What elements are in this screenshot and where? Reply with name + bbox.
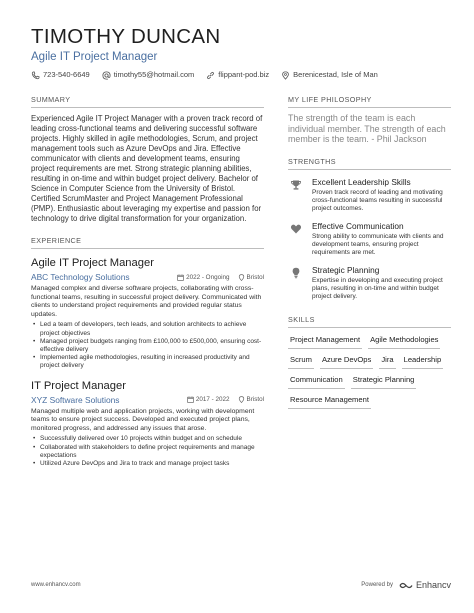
job-meta-row (31, 272, 264, 282)
left-column (31, 95, 264, 468)
skill-tag: Communication (288, 375, 345, 389)
strength-item (288, 177, 451, 214)
page-footer (31, 580, 451, 590)
summary-section (31, 95, 264, 224)
job-company: ABC Technology Solutions (31, 272, 130, 282)
calendar-icon (177, 274, 184, 281)
skill-tag: Leadership (402, 355, 444, 369)
contact-email[interactable] (102, 70, 195, 80)
lightbulb-icon (288, 266, 303, 281)
location-icon (238, 396, 245, 403)
strength-desc: Proven track record of leading and motivating cross-functional teams resulting in successful project outcomes. (312, 188, 443, 213)
job-description: Managed multiple web and application projects, working with development teams to ensure project success. Developed and executed project plans, monitored progress, and addressed any issues that arose. (31, 407, 255, 432)
philosophy-quote: The strength of the team is each individual member. The strength of each member is the team. - Phil Jackson (288, 113, 446, 145)
job-meta-row (31, 395, 264, 405)
job-meta (187, 396, 264, 403)
skill-tag: Jira (379, 355, 395, 369)
link-icon (206, 71, 215, 80)
contact-row (31, 70, 451, 80)
candidate-title: Agile IT Project Manager (31, 51, 158, 63)
strength-item (288, 265, 451, 302)
skills-heading: SKILLS (288, 315, 451, 328)
contact-location-text: Berenicestad, Isle of Man (293, 70, 378, 79)
skill-tag: Project Management (288, 335, 362, 349)
job-location-text: Bristol (246, 396, 264, 404)
enhancv-logo[interactable] (399, 580, 451, 590)
at-icon (102, 71, 111, 80)
strength-body (312, 265, 451, 302)
job-role: IT Project Manager (31, 379, 126, 392)
job-meta (177, 274, 264, 281)
location-icon (238, 274, 245, 281)
summary-text: Experienced Agile IT Project Manager with a proven track record of leading cross-functional teams and delivering successful software projects. Highly skilled in agile methodologies, Scrum, and project management tools such as Azure DevOps and Jira. Effective communicator with clients and development teams, ensuring project requirements are met. Strong strategic planning abilities, resulting in on-time and within budget project delivery. Bachelor of Science in Computer Science from the University of Bristol. Certified ScrumMaster and Project Management Professional (PMP). Enthusiastic about leveraging my expertise and passion for technology to drive digital transformation for your organization. (31, 114, 263, 223)
job-dates (177, 274, 229, 281)
job-company: XYZ Software Solutions (31, 394, 120, 405)
experience-item (31, 380, 264, 469)
job-bullet: • Collaborated with stakeholders to define project requirements and manage expectations (31, 444, 264, 460)
strength-body (312, 221, 451, 258)
powered-by (361, 580, 451, 590)
location-icon (281, 71, 290, 80)
job-bullet: • Successfully delivered over 10 projects within budget and on schedule (31, 435, 264, 443)
strength-desc: Expertise in developing and executing project plans, resulting in on-time and within budget project delivery. (312, 276, 443, 301)
footer-url[interactable]: www.enhancv.com (31, 582, 81, 588)
strength-title: Excellent Leadership Skills (312, 176, 411, 187)
job-location-text: Bristol (246, 273, 264, 281)
philosophy-section (288, 95, 451, 145)
skills-list (288, 335, 451, 409)
job-dates-text: 2017 - 2022 (195, 396, 230, 404)
phone-icon (31, 71, 40, 80)
contact-phone-text: 723-540-6649 (43, 70, 90, 79)
contact-website-text: flippant-pod.biz (218, 70, 270, 79)
job-location (238, 274, 265, 281)
strengths-section (288, 157, 451, 302)
skill-tag: Scrum (288, 355, 314, 369)
enhancv-brand-text: Enhancv (415, 580, 451, 590)
strength-title: Effective Communication (312, 220, 404, 231)
experience-section (31, 236, 264, 468)
job-dates-text: 2022 - Ongoing (186, 273, 230, 281)
skill-tag: Strategic Planning (351, 375, 417, 389)
job-bullets (31, 321, 264, 370)
calendar-icon (187, 396, 194, 403)
job-bullet: • Implemented agile methodologies, resulting in increased productivity and project delivery (31, 354, 264, 370)
skill-tag: Resource Management (288, 395, 371, 409)
strength-item (288, 221, 451, 258)
job-bullet: • Led a team of developers, tech leads, and solution architects to achieve project objectives (31, 321, 264, 337)
experience-item (31, 257, 264, 371)
powered-by-label: Powered by (361, 582, 393, 588)
strength-body (312, 177, 451, 214)
right-column (288, 95, 451, 409)
strength-desc: Strong ability to communicate with clients and development teams, ensuring project requirements are met. (312, 232, 444, 257)
job-description: Managed complex and diverse software projects, collaborating with cross-functional teams, resulting in successful project delivery. Communicated with clients to understand project requirements and provided regular status updates. (31, 285, 262, 318)
experience-heading: EXPERIENCE (31, 236, 264, 249)
philosophy-heading: MY LIFE PHILOSOPHY (288, 95, 451, 108)
contact-email-text: timothy55@hotmail.com (113, 70, 195, 79)
strength-title: Strategic Planning (312, 264, 380, 275)
contact-website[interactable] (206, 70, 269, 80)
summary-heading: SUMMARY (31, 95, 264, 108)
skill-tag: Agile Methodologies (368, 335, 440, 349)
contact-phone[interactable] (31, 70, 90, 80)
job-dates (187, 396, 230, 403)
job-role: Agile IT Project Manager (31, 257, 154, 269)
job-location (238, 396, 265, 403)
enhancv-logo-icon (399, 581, 413, 590)
job-bullets (31, 435, 264, 468)
strengths-heading: STRENGTHS (288, 157, 451, 170)
heart-icon (288, 222, 303, 237)
skills-section (288, 315, 451, 409)
trophy-icon (288, 178, 303, 193)
contact-location (281, 70, 378, 80)
skill-tag: Azure DevOps (320, 355, 373, 369)
job-bullet: • Managed project budgets ranging from £100,000 to £500,000, ensuring cost-effective delivery (31, 338, 264, 354)
resume-header (31, 26, 451, 80)
job-bullet: • Utilized Azure DevOps and Jira to track and manage project tasks (31, 460, 264, 468)
candidate-name: TIMOTHY DUNCAN (31, 25, 221, 48)
